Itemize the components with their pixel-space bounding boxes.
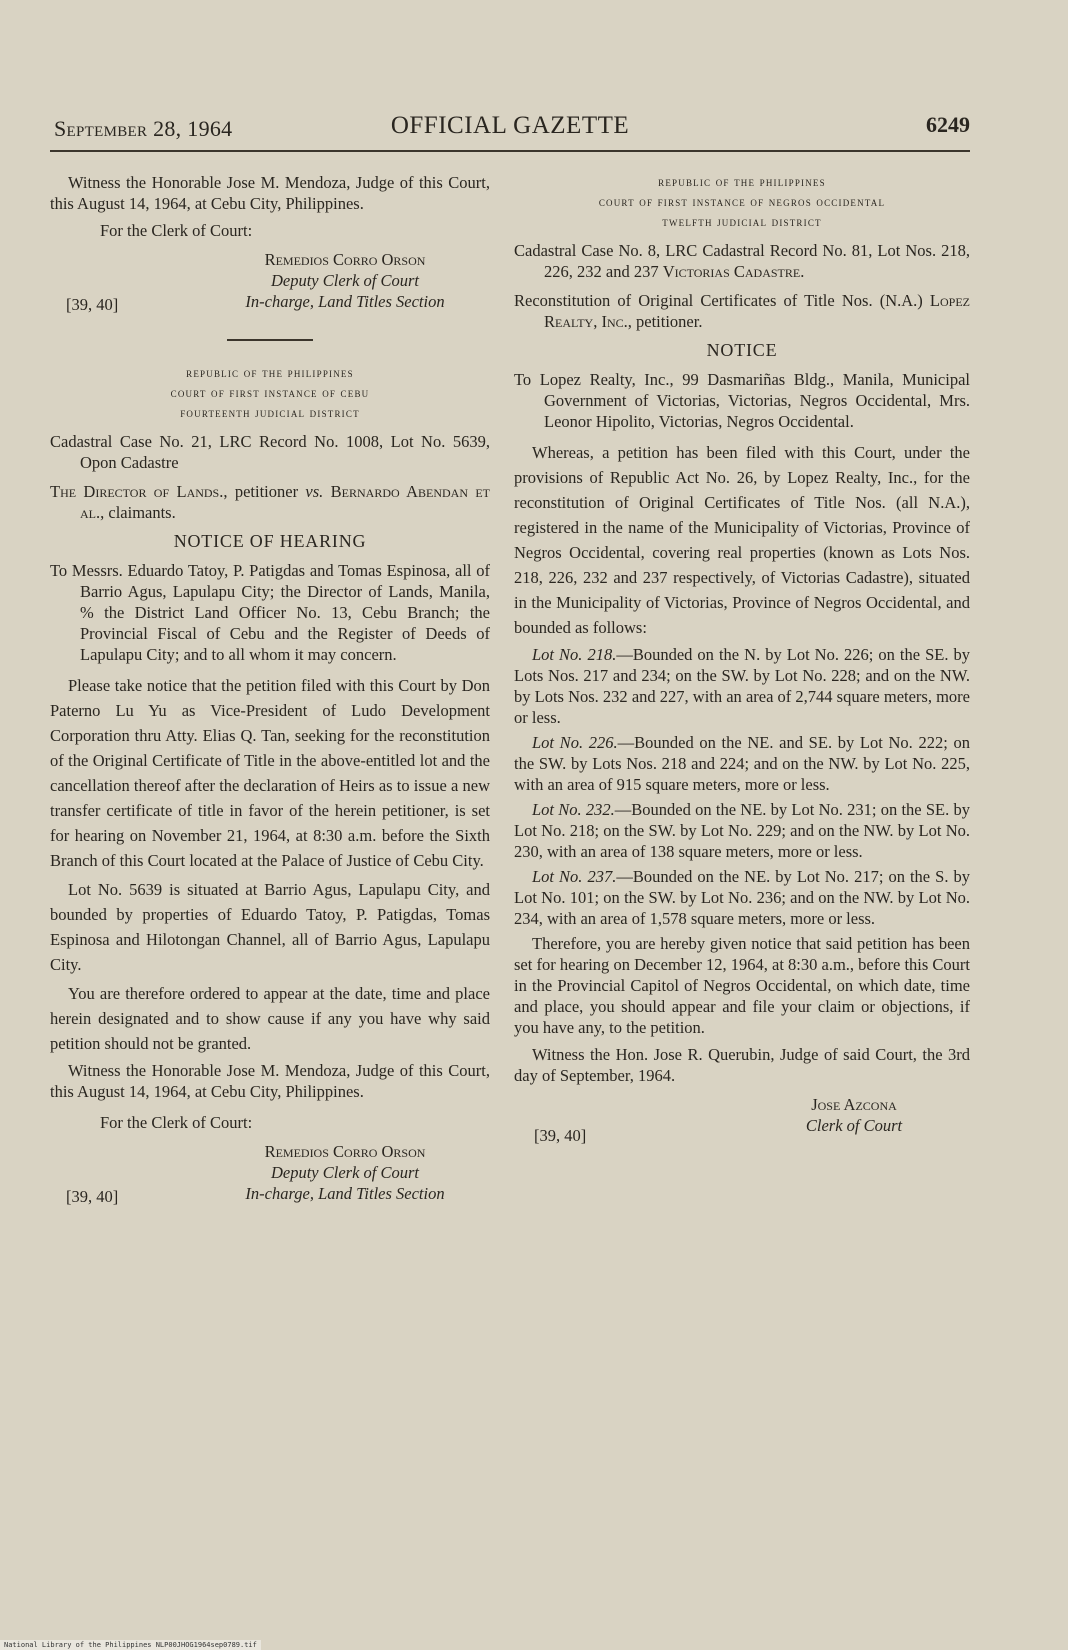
signatory-section: In-charge, Land Titles Section (245, 292, 445, 311)
header-rule (50, 150, 970, 152)
signatory-name: Remedios Corro Orson (264, 250, 426, 269)
witness-paragraph: Witness the Honorable Jose M. Mendoza, Judge of this Court, this August 14, 1964, at Cebu City, Philippines. (50, 173, 490, 213)
whereas-paragraph: Whereas, a petition has been filed with this Court, under the provisions of Republic Act No. 26, by Lopez Realty, Inc., for the reconstitution of Original Certificates of Title Nos. (all N.A.), registered in the name of the Municipality of Victorias, Province of Negros Occidental, covering real properties (known as Lots Nos. 218, 226, 232 and 237 respectively, of Victorias Cadastre), situated in the Municipality of Victorias, Province of Negros Occidental, and bounded as follows: (514, 443, 970, 637)
signatory-name: Jose Azcona (811, 1095, 897, 1114)
notice-paragraph: Lot No. 5639 is situated at Barrio Agus, Lapulapu City, and bounded by properties of Eduardo Tatoy, P. Patigdas, Tomas Espinosa and Hilotongan Channel, all of Barrio Agus, Lapulapu City. (50, 880, 490, 974)
page-number: 6249 (926, 112, 970, 137)
reconstitution-title: Reconstitution of Original Certificates of Title Nos. (N.A.) Lopez Realty, Inc., petitioner. (514, 291, 970, 331)
signatory-name: Remedios Corro Orson (264, 1142, 426, 1161)
lot-description: Lot No. 226.—Bounded on the NE. and SE. by Lot No. 222; on the SW. by Lots Nos. 218 and 224; and on the NW. by Lot No. 225, with an area of 915 square meters, more or less. (514, 733, 970, 794)
for-clerk-line: For the Clerk of Court: (100, 221, 253, 240)
court-heading: republic of the philippines court of first instance of cebu fourteenth judicial district (170, 365, 370, 420)
notice-paragraph: You are therefore ordered to appear at the date, time and place herein designated and to show cause if any you have why said petition should not be granted. (50, 984, 490, 1053)
notice-title: NOTICE (706, 340, 778, 360)
reference-number: [39, 40] (534, 1126, 587, 1145)
therefore-paragraph: Therefore, you are hereby given notice that said petition has been set for hearing on December 12, 1964, at 8:30 a.m., before this Court in the Provincial Capitol of Negros Occidental, on which date, time and place, you should appear and file your claim or objections, if you have any, to the petition. (514, 934, 970, 1037)
witness-paragraph: Witness the Hon. Jose R. Querubin, Judge of said Court, the 3rd day of September, 1964. (514, 1045, 970, 1085)
lot-description: Lot No. 218.—Bounded on the N. by Lot No. 226; on the SE. by Lots Nos. 217 and 234; on the SW. by Lot No. 228; and on the NW. by Lots Nos. 232 and 227, with an area of 2,744 square meters, more or less. (514, 645, 970, 727)
notice-addressees: To Messrs. Eduardo Tatoy, P. Patigdas and Tomas Espinosa, all of Barrio Agus, Lapulapu City; the Director of Lands, Manila, % the District Land Officer No. 13, Cebu Branch; the Provincial Fiscal of Cebu and the Register of Deeds of Lapulapu City; and to all whom it may concern. (50, 561, 490, 664)
lot-description: Lot No. 232.—Bounded on the NE. by Lot No. 231; on the SE. by Lot No. 218; on the SW. by Lot No. 229; and on the NW. by Lot No. 230, with an area of 138 square meters, more or less. (514, 800, 970, 861)
signatory-title: Clerk of Court (805, 1116, 903, 1135)
signature-block (50, 1141, 490, 1207)
scan-footer: National Library of the Philippines NLP00JHOG1964sep0789.tif (0, 1640, 261, 1650)
case-title: Cadastral Case No. 21, LRC Record No. 1008, Lot No. 5639, Opon Cadastre (50, 432, 490, 472)
header-date: September 28, 1964 (54, 116, 233, 141)
section-divider (227, 339, 313, 341)
signature-block (50, 249, 490, 315)
signatory-title: Deputy Clerk of Court (270, 271, 420, 290)
court-heading: republic of the philippines court of first instance of negros occidental twelfth judicial district (598, 174, 886, 229)
reference-number: [39, 40] (66, 1187, 119, 1206)
witness-paragraph: Witness the Honorable Jose M. Mendoza, Judge of this Court, this August 14, 1964, at Cebu City, Philippines. (50, 1061, 490, 1101)
notice-paragraph: Please take notice that the petition filed with this Court by Don Paterno Lu Yu as Vice-President of Ludo Development Corporation thru Atty. Elias Q. Tan, seeking for the reconstitution of the Original Certificate of Title in the above-entitled lot and the cancellation thereof after the declaration of Heirs as to issue a new transfer certificate of title in favor of the herein petitioner, is set for hearing on November 21, 1964, at 8:30 a.m. before the Sixth Branch of this Court located at the Palace of Justice of Cebu City. (50, 676, 490, 870)
page-header (50, 112, 970, 146)
for-clerk-line: For the Clerk of Court: (100, 1113, 253, 1132)
right-column (514, 172, 970, 1150)
signature-block (514, 1094, 970, 1146)
signatory-section: In-charge, Land Titles Section (245, 1184, 445, 1203)
case-title: Cadastral Case No. 8, LRC Cadastral Record No. 81, Lot Nos. 218, 226, 232 and 237 Victorias Cadastre. (514, 241, 970, 281)
notice-addressees: To Lopez Realty, Inc., 99 Dasmariñas Bldg., Manila, Municipal Government of Victorias, Victorias, Negros Occidental, Mrs. Leonor Hipolito, Victorias, Negros Occidental. (514, 370, 970, 431)
lot-description: Lot No. 237.—Bounded on the NE. by Lot No. 217; on the S. by Lot No. 101; on the SW. by Lot No. 236; and on the NW. by Lot No. 234, with an area of 1,578 square meters, more or less. (514, 867, 970, 928)
header-title: OFFICIAL GAZETTE (390, 112, 630, 139)
reference-number: [39, 40] (66, 295, 119, 314)
left-column (50, 172, 490, 1211)
signatory-title: Deputy Clerk of Court (270, 1163, 420, 1182)
notice-title: NOTICE OF HEARING (173, 531, 367, 551)
case-parties: The Director of Lands., petitioner vs. Bernardo Abendan et al., claimants. (50, 482, 491, 522)
